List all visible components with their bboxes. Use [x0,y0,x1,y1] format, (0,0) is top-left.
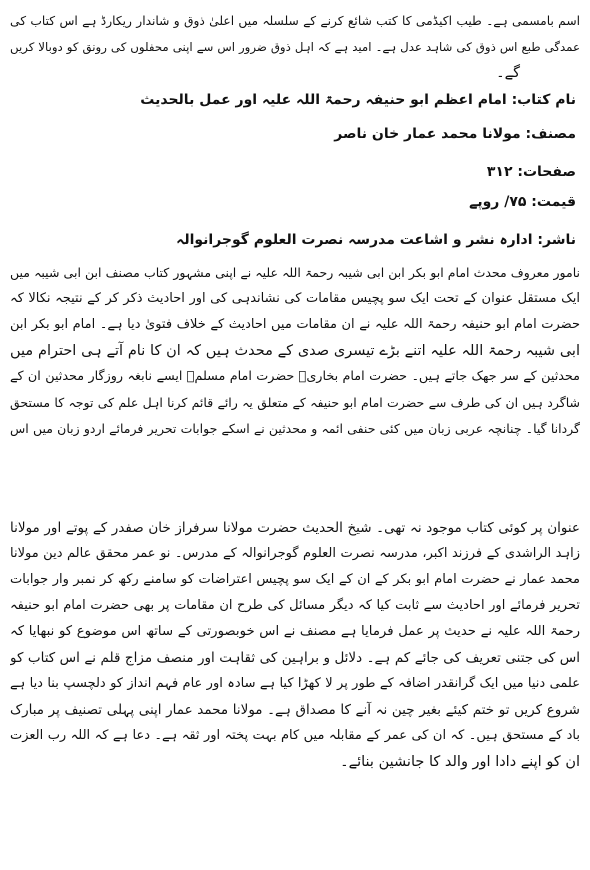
author-line: مصنف: مولانا محمد عمار خان ناصر [334,126,576,142]
paragraph-line: ایک مستقل عنوان کے تحت ایک سو پچیس مقامات کی نشاندہی کی اور احادیث ذکر کر کے نتیجہ نکالا کہ [10,291,580,306]
paragraph-line: اس کی جتنی تعریف کی جائے کم ہے۔ دلائل و براہین کی ثقاہت اور منصف مزاج قلم نے اس کتاب کو [10,650,580,666]
paragraph-line: نامور معروف محدث امام ابو بکر ابن ابی شیبہ رحمۃ اللہ علیہ نے اپنی مشہور کتاب مصنف ابن ابی شیبہ میں [10,265,580,280]
paragraph-line: تحریر فرمائے اور احادیث سے ثابت کیا کہ دیگر مسائل کی طرح ان مقامات پر بھی حضرت امام ابو حنیفہ [10,598,580,613]
intro-paragraph [10,8,580,86]
paragraph-line: محمد عمار نے حضرت امام ابو بکر کے ان کے ایک سو پچیس اعتراضات کو سامنے رکھ کر نمبر وار جوابات [10,572,580,587]
paragraph-line: ابی شیبہ رحمۃ اللہ علیہ اتنے بڑے تیسری صدی کے محدث ہیں کہ ان کا نام آتے ہی احترام میں [10,343,580,359]
paragraph-line: علمی دنیا میں ایک گرانقدر اضافہ کے طور پر لا کھڑا کیا ہے سادہ اور عام فہم انداز کو دلچسپ بنا دیا ہے [10,676,580,691]
paragraph-line: ان کو اپنے دادا اور والد کا جانشین بنائے۔ [340,754,580,770]
intro-line: گے۔ [496,65,520,81]
paragraph-line: رحمۃ اللہ علیہ نے حدیث پر عمل فرمایا ہے مصنف نے اس خوبصورتی کے ساتھ اس موضوع کو نبھایا کہ [10,624,580,639]
paragraph-line: حضرت امام ابو حنیفہ رحمۃ اللہ علیہ نے ان مقامات میں احادیث کے خلاف فتویٰ دیا ہے۔ امام ابو بکر ابن [10,317,580,332]
paragraph-line: شروع کریں تو ختم کیئے بغیر چین نہ آنے کا مصداق ہے۔ مولانا محمد عمار اپنی پہلی تصنیف پر مبارک [10,702,580,718]
publisher-line: ناشر: ادارہ نشر و اشاعت مدرسہ نصرت العلوم گوجرانوالہ [176,232,576,248]
paragraph-line: باد کے مستحق ہیں۔ کہ ان کی عمر کے مقابلہ میں کام بہت پختہ اور ثقہ ہے۔ دعا ہے کہ اللہ رب العزت [10,728,580,743]
paragraph-line: زاہد الراشدی کے فرزند اکبر، مدرسہ نصرت العلوم گوجرانوالہ کے مدرس۔ نو عمر محقق عالم دین مولانا [10,546,580,561]
review-paragraph-1 [10,260,580,442]
paragraph-line: محدثین کے سر جھک جاتے ہیں۔ حضرت امام بخاریؒ حضرت امام مسلمؒ ایسے نابغہ روزگار محدثین ان کے [10,369,580,384]
pages-line: صفحات: ۳۱۲ [486,164,576,180]
paragraph-line: گردانا گیا۔ چنانچہ عربی زبان میں کئی حنفی ائمہ و محدثین نے اسکے جوابات تحریر فرمائے اردو زبان میں اس [10,421,580,436]
paragraph-line: شاگرد ہیں ان کی طرف سے حضرت امام ابو حنیفہ کے متعلق یہ رائے قائم کرنا اہل علم کی توجہ کا مستحق [10,395,580,410]
price-line: قیمت: ۷۵/ روپے [469,194,576,210]
intro-line: اسم بامسمی ہے۔ طیب اکیڈمی کا کتب شائع کرنے کے سلسلہ میں اعلیٰ ذوق و شاندار ریکارڈ ہے اس کتاب کی [10,14,580,28]
book-title-line: نام کتاب: امام اعظم ابو حنیفہ رحمۃ اللہ علیہ اور عمل بالحدیث [140,92,576,108]
review-paragraph-2 [10,515,580,775]
paragraph-line: عنوان پر کوئی کتاب موجود نہ تھی۔ شیخ الحدیث حضرت مولانا سرفراز خان صفدر کے پوتے اور مولانا [10,520,580,536]
intro-line: عمدگی طبع اس ذوق کی شاہد عدل ہے۔ امید ہے کہ اہل ذوق ضرور اس سے اپنی محفلوں کی رونق کو دوبالا کریں [10,40,580,54]
